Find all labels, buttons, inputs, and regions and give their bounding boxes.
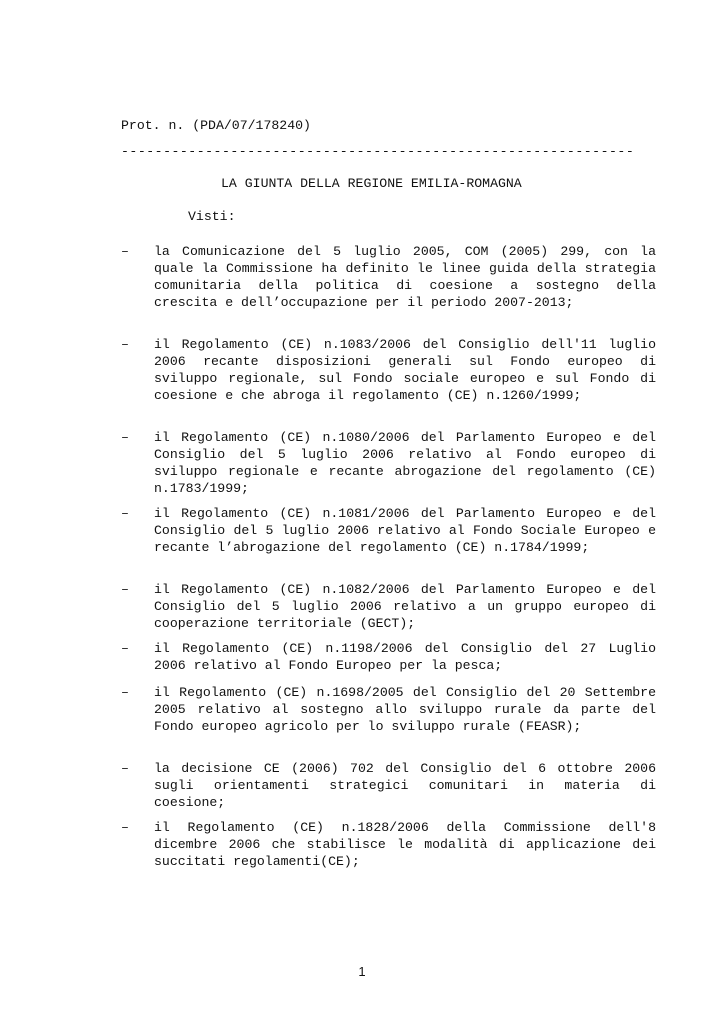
- bullet-dash: –: [121, 820, 129, 835]
- list-item-text: il Regolamento (CE) n.1698/2005 del Consiglio del 20 Settembre 2005 relativo al sostegno allo sviluppo rurale da parte del Fondo europeo agricolo per lo sviluppo rurale (FEASR);: [154, 685, 656, 735]
- list-item-text: il Regolamento (CE) n.1082/2006 del Parlamento Europeo e del Consiglio del 5 luglio 2006 relativo a un gruppo europeo di cooperazione territoriale (GECT);: [154, 582, 656, 632]
- list-item-text: il Regolamento (CE) n.1828/2006 della Commissione dell'8 dicembre 2006 che stabilisce le modalità di applicazione dei succitati regolamenti(CE);: [154, 820, 656, 870]
- bullet-dash: –: [121, 244, 129, 259]
- bullet-dash: –: [121, 582, 129, 597]
- bullet-dash: –: [121, 506, 129, 521]
- bullet-dash: –: [121, 685, 129, 700]
- document-title: LA GIUNTA DELLA REGIONE EMILIA-ROMAGNA: [221, 176, 522, 191]
- bullet-dash: –: [121, 761, 129, 776]
- bullet-dash: –: [121, 430, 129, 445]
- separator-line: -------------------------------------------------------------: [121, 144, 635, 159]
- list-item-text: il Regolamento (CE) n.1198/2006 del Consiglio del 27 Luglio 2006 relativo al Fondo Europeo per la pesca;: [154, 641, 656, 674]
- visti-label: Visti:: [188, 209, 236, 224]
- list-item-text: il Regolamento (CE) n.1083/2006 del Consiglio dell'11 luglio 2006 recante disposizioni generali sul Fondo europeo di sviluppo regionale, sul Fondo sociale europeo e sul Fondo di coesione e che abroga il regolamento (CE) n.1260/1999;: [154, 337, 656, 404]
- bullet-dash: –: [121, 337, 129, 352]
- bullet-dash: –: [121, 641, 129, 656]
- page-number: 1: [358, 964, 366, 979]
- list-item-text: il Regolamento (CE) n.1080/2006 del Parlamento Europeo e del Consiglio del 5 luglio 2006 relativo al Fondo europeo di sviluppo regionale e recante abrogazione del regolamento (CE) n.1783/1999;: [154, 430, 656, 497]
- protocol-number: Prot. n. (PDA/07/178240): [121, 118, 311, 133]
- list-item-text: il Regolamento (CE) n.1081/2006 del Parlamento Europeo e del Consiglio del 5 luglio 2006 relativo al Fondo Sociale Europeo e recante l’abrogazione del regolamento (CE) n.1784/1999;: [154, 506, 656, 556]
- list-item-text: la decisione CE (2006) 702 del Consiglio del 6 ottobre 2006 sugli orientamenti strategici comunitari in materia di coesione;: [154, 761, 656, 811]
- list-item-text: la Comunicazione del 5 luglio 2005, COM (2005) 299, con la quale la Commissione ha definito le linee guida della strategia comunitaria della politica di coesione a sostegno della crescita e dell’occupazione per il periodo 2007-2013;: [154, 244, 656, 311]
